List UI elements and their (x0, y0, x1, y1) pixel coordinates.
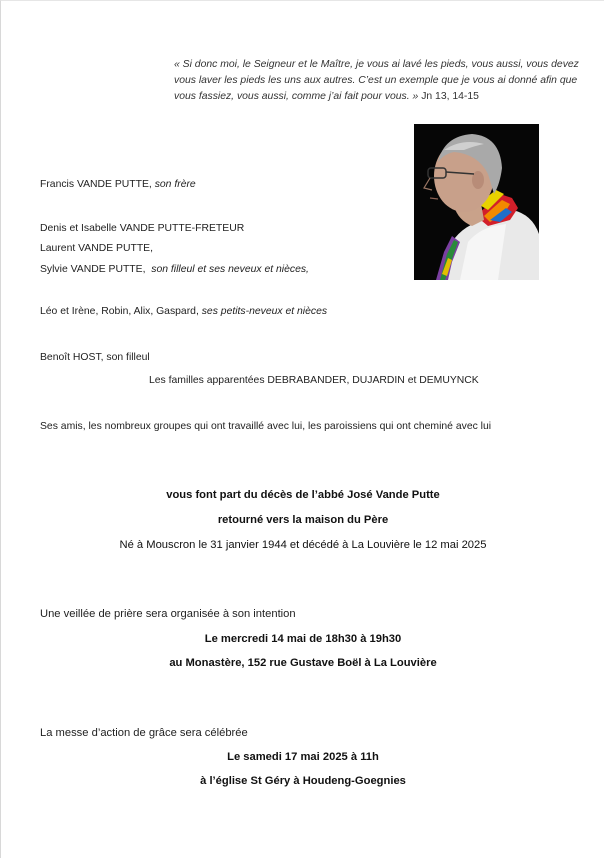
quote-reference: Jn 13, 14-15 (421, 91, 479, 102)
announcement-dates: Né à Mouscron le 31 janvier 1944 et décédé à La Louvière le 12 mai 2025 (119, 539, 487, 551)
vigil-where: au Monastère, 152 rue Gustave Boël à La Louvière (169, 657, 437, 669)
portrait-photo (414, 124, 539, 280)
family-grandnephews: Léo et Irène, Robin, Alix, Gaspard, ses petits-neveux et nièces (40, 306, 328, 317)
family-nephew-2: Laurent VANDE PUTTE, (40, 243, 153, 254)
family-brother: Francis VANDE PUTTE, son frère (40, 179, 196, 190)
mass-intro: La messe d’action de grâce sera célébrée (40, 727, 248, 739)
family-nephew-3: Sylvie VANDE PUTTE, son filleul et ses neveux et nièces, (40, 264, 309, 275)
announcement-return: retourné vers la maison du Père (217, 514, 389, 526)
portrait-image (414, 124, 539, 280)
bible-quote (174, 57, 582, 105)
mass-when: Le samedi 17 mai 2025 à 11h (227, 751, 379, 763)
quote-text: « Si donc moi, le Seigneur et le Maître, je vous ai lavé les pieds, vous aussi, vous devez vous laver les pieds les uns aux autres. C’est un exemple que je vous ai donné afin que vous fassiez, vous aussi, comme j’ai fait pour vous. » (174, 59, 579, 102)
announcement-death: vous font part du décès de l’abbé José Vande Putte (166, 489, 440, 501)
vigil-when: Le mercredi 14 mai de 18h30 à 19h30 (204, 633, 402, 645)
family-godson: Benoît HOST, son filleul (40, 352, 150, 363)
family-nephew-1: Denis et Isabelle VANDE PUTTE-FRETEUR (40, 223, 245, 234)
family-relatives: Les familles apparentées DEBRABANDER, DUJARDIN et DEMUYNCK (149, 375, 479, 386)
vigil-intro: Une veillée de prière sera organisée à son intention (40, 608, 296, 620)
mass-where: à l’église St Géry à Houdeng-Goegnies (200, 775, 406, 787)
friends-line: Ses amis, les nombreux groupes qui ont travaillé avec lui, les paroissiens qui ont cheminé avec lui (40, 421, 492, 432)
